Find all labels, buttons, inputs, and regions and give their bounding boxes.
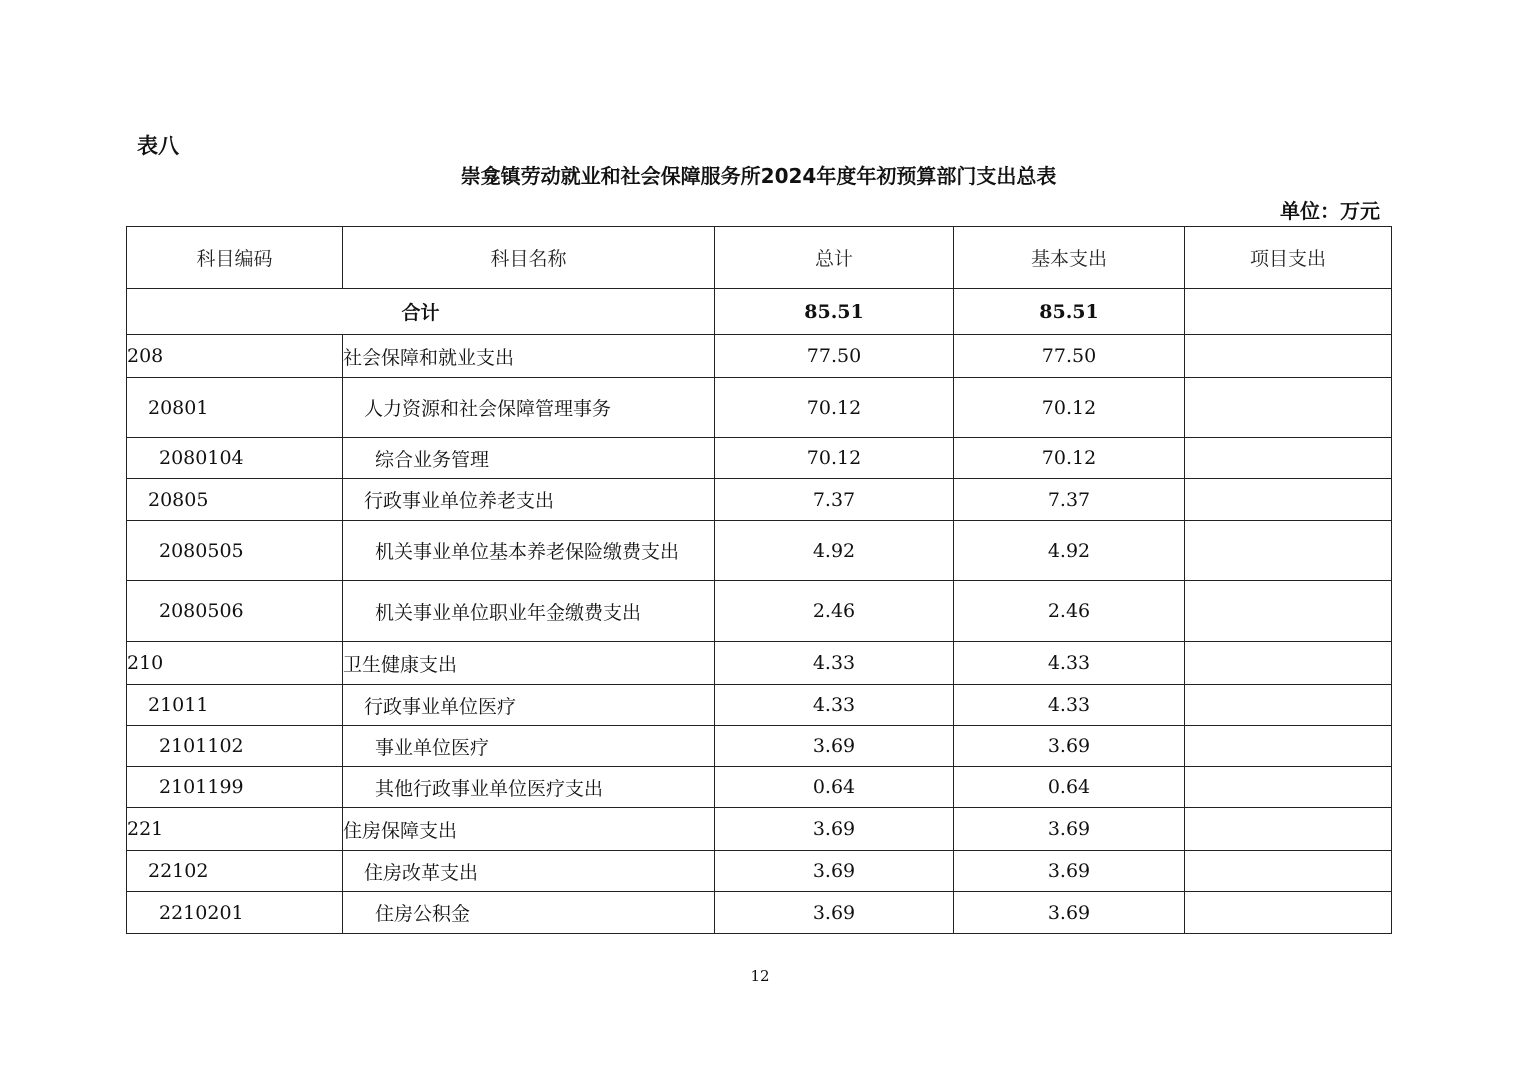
row-basic: 3.69 [954,726,1185,767]
header-row [127,227,1392,289]
row-project [1185,808,1392,851]
row-basic: 3.69 [954,808,1185,851]
row-name: 其他行政事业单位医疗支出 [343,767,715,808]
row-total: 0.64 [715,767,954,808]
total-total: 85.51 [715,289,954,335]
row-code: 22102 [127,851,343,892]
row-code: 2080506 [127,581,343,642]
row-total: 3.69 [715,808,954,851]
row-project [1185,335,1392,378]
row-basic: 70.12 [954,438,1185,479]
row-name: 行政事业单位医疗 [343,685,715,726]
row-total: 70.12 [715,378,954,438]
row-name: 住房改革支出 [343,851,715,892]
row-total: 3.69 [715,726,954,767]
total-project [1185,289,1392,335]
row-basic: 7.37 [954,479,1185,521]
unit-label: 单位：万元 [1280,199,1380,223]
row-name: 行政事业单位养老支出 [343,479,715,521]
row-total: 4.33 [715,642,954,685]
row-code: 221 [127,808,343,851]
header-project: 项目支出 [1185,227,1392,289]
row-project [1185,521,1392,581]
row-project [1185,438,1392,479]
row-code: 21011 [127,685,343,726]
total-row [127,289,1392,335]
row-basic: 4.33 [954,685,1185,726]
table-row [127,581,1392,642]
header-name: 科目名称 [343,227,715,289]
row-name: 事业单位医疗 [343,726,715,767]
row-basic: 3.69 [954,851,1185,892]
row-project [1185,479,1392,521]
table-row [127,726,1392,767]
row-basic: 3.69 [954,892,1185,934]
row-total: 4.92 [715,521,954,581]
header-total: 总计 [715,227,954,289]
table-row [127,851,1392,892]
row-name: 综合业务管理 [343,438,715,479]
row-code: 2080104 [127,438,343,479]
row-basic: 2.46 [954,581,1185,642]
row-name: 机关事业单位职业年金缴费支出 [343,581,715,642]
row-code: 210 [127,642,343,685]
row-name: 住房保障支出 [343,808,715,851]
row-project [1185,685,1392,726]
row-total: 7.37 [715,479,954,521]
table-row [127,808,1392,851]
table-label: 表八 [137,134,179,158]
table-row [127,685,1392,726]
row-name: 人力资源和社会保障管理事务 [343,378,715,438]
table-row [127,892,1392,934]
table-row [127,767,1392,808]
document-title: 崇龛镇劳动就业和社会保障服务所2024年度年初预算部门支出总表 [460,164,1057,188]
row-code: 2080505 [127,521,343,581]
row-basic: 0.64 [954,767,1185,808]
row-code: 2210201 [127,892,343,934]
row-name: 社会保障和就业支出 [343,335,715,378]
budget-table [126,226,1392,934]
table-row [127,479,1392,521]
row-code: 2101199 [127,767,343,808]
row-basic: 4.92 [954,521,1185,581]
header-code: 科目编码 [127,227,343,289]
row-project [1185,642,1392,685]
row-basic: 70.12 [954,378,1185,438]
table-row [127,335,1392,378]
table-row [127,438,1392,479]
row-project [1185,892,1392,934]
row-total: 4.33 [715,685,954,726]
table-row [127,521,1392,581]
row-project [1185,378,1392,438]
page-number: 12 [750,967,770,985]
row-name: 机关事业单位基本养老保险缴费支出 [343,521,715,581]
row-code: 208 [127,335,343,378]
row-total: 3.69 [715,892,954,934]
row-total: 3.69 [715,851,954,892]
row-project [1185,767,1392,808]
row-project [1185,581,1392,642]
row-total: 2.46 [715,581,954,642]
row-basic: 77.50 [954,335,1185,378]
total-label: 合计 [127,289,715,335]
row-total: 70.12 [715,438,954,479]
row-name: 住房公积金 [343,892,715,934]
table-row [127,378,1392,438]
row-project [1185,851,1392,892]
row-basic: 4.33 [954,642,1185,685]
row-code: 2101102 [127,726,343,767]
row-code: 20801 [127,378,343,438]
row-code: 20805 [127,479,343,521]
total-basic: 85.51 [954,289,1185,335]
row-project [1185,726,1392,767]
table-row [127,642,1392,685]
row-total: 77.50 [715,335,954,378]
row-name: 卫生健康支出 [343,642,715,685]
header-basic: 基本支出 [954,227,1185,289]
